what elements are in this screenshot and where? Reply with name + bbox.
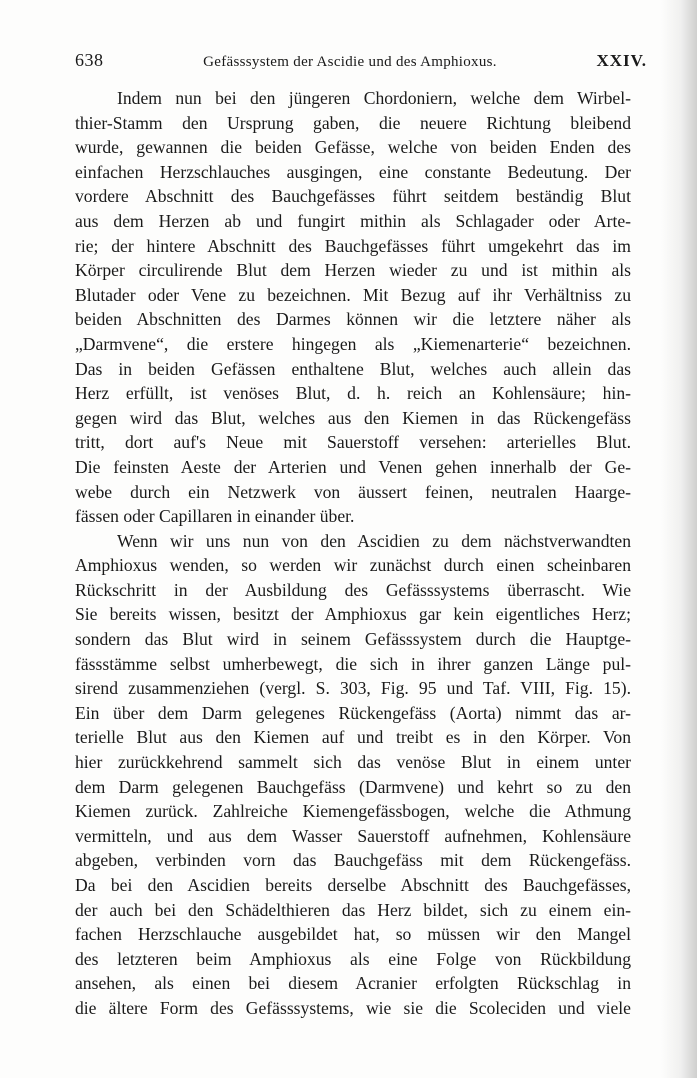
text-line: Kiemen zurück. Zahlreiche Kiemengefässbogen, welche die Athmung [75, 801, 631, 822]
text-line: Ein über dem Darm gelegenes Rückengefäss (Aorta) nimmt das ar- [75, 702, 631, 723]
text-line: sirend zusammenziehen (vergl. S. 303, Fig. 95 und Taf. VIII, Fig. 15). [75, 678, 631, 699]
chapter-numeral: XXIV. [596, 51, 647, 70]
text-line: thier-Stamm den Ursprung gaben, die neuere Richtung bleibend [75, 112, 631, 133]
text-line: fässen oder Capillaren in einander über. [75, 506, 355, 527]
text-line: rie; der hintere Abschnitt des Bauchgefässes führt umgekehrt das im [75, 235, 631, 256]
text-line: beiden Abschnitten des Darmes können wir die letztere näher als [75, 309, 631, 330]
text-line: der auch bei den Schädelthieren das Herz bildet, sich zu einem ein- [75, 899, 631, 920]
running-title: Gefässsystem der Ascidie und des Amphioxus. [203, 54, 497, 70]
text-line: sondern das Blut wird in seinem Gefässsystem durch die Hauptge- [75, 629, 631, 650]
text-line: terielle Blut aus den Kiemen auf und treibt es in den Körper. Von [75, 727, 631, 748]
text-line: vordere Abschnitt des Bauchgefässes führt seitdem beständig Blut [75, 186, 631, 207]
text-line: vermitteln, und aus dem Wasser Sauerstoff aufnehmen, Kohlensäure [75, 825, 631, 846]
text-line: ansehen, als einen bei diesem Acranier erfolgten Rückschlag in [75, 973, 631, 994]
paragraph-1 [75, 86, 631, 529]
text-line: Wenn wir uns nun von den Ascidien zu dem nächstverwandten [117, 530, 631, 551]
text-line: Indem nun bei den jüngeren Chordoniern, welche dem Wirbel- [117, 88, 631, 108]
body-text [75, 86, 631, 1021]
page-header [75, 50, 647, 80]
text-line: gegen wird das Blut, welches aus den Kiemen in das Rückengefäss [75, 407, 631, 428]
text-line: aus dem Herzen ab und fungirt mithin als Schlagader oder Arte- [75, 210, 631, 231]
text-line: Amphioxus wenden, so werden wir zunächst durch einen scheinbaren [75, 555, 631, 576]
text-line: des letzteren beim Amphioxus als eine Folge von Rückbildung [75, 948, 631, 969]
text-line: einfachen Herzschlauches ausgingen, eine constante Bedeutung. Der [75, 161, 631, 182]
text-line: dem Darm gelegenen Bauchgefäss (Darmvene) und kehrt so zu den [75, 776, 631, 797]
text-line: Das in beiden Gefässen enthaltene Blut, welches auch allein das [75, 358, 631, 379]
text-line: Da bei den Ascidien bereits derselbe Abschnitt des Bauchgefässes, [75, 875, 631, 895]
text-line: abgeben, verbinden vorn das Bauchgefäss mit dem Rückengefäss. [75, 850, 631, 871]
text-line: die ältere Form des Gefässsystems, wie sie die Scoleciden und viele [75, 997, 631, 1018]
text-line: fässstämme selbst umherbewegt, die sich in ihrer ganzen Länge pul- [75, 653, 631, 674]
page-number: 638 [75, 50, 104, 70]
page-edge-shadow [661, 0, 697, 1078]
text-line: hier zurückkehrend sammelt sich das venöse Blut in einem unter [75, 752, 631, 773]
text-line: Rückschritt in der Ausbildung des Gefässsystems überrascht. Wie [75, 579, 631, 600]
text-line: wurde, gewannen die beiden Gefässe, welche von beiden Enden des [75, 137, 631, 158]
text-line: Körper circulirende Blut dem Herzen wieder zu und ist mithin als [75, 260, 631, 281]
paragraph-2 [75, 529, 631, 1021]
text-line: fachen Herzschlauche ausgebildet hat, so müssen wir den Mangel [75, 924, 631, 945]
text-line: Sie bereits wissen, besitzt der Amphioxus gar kein eigentliches Herz; [75, 604, 631, 625]
text-line: „Darmvene“, die erstere hingegen als „Kiemenarterie“ bezeichnen. [75, 333, 631, 354]
text-line: Blutader oder Vene zu bezeichnen. Mit Bezug auf ihr Verhältniss zu [75, 284, 631, 305]
text-line: Die feinsten Aeste der Arterien und Venen gehen innerhalb der Ge- [75, 456, 631, 477]
text-line: tritt, dort auf's Neue mit Sauerstoff versehen: arterielles Blut. [75, 432, 631, 453]
text-line: webe durch ein Netzwerk von äussert feinen, neutralen Haarge- [75, 481, 631, 502]
text-line: Herz erfüllt, ist venöses Blut, d. h. reich an Kohlensäure; hin- [75, 383, 631, 404]
